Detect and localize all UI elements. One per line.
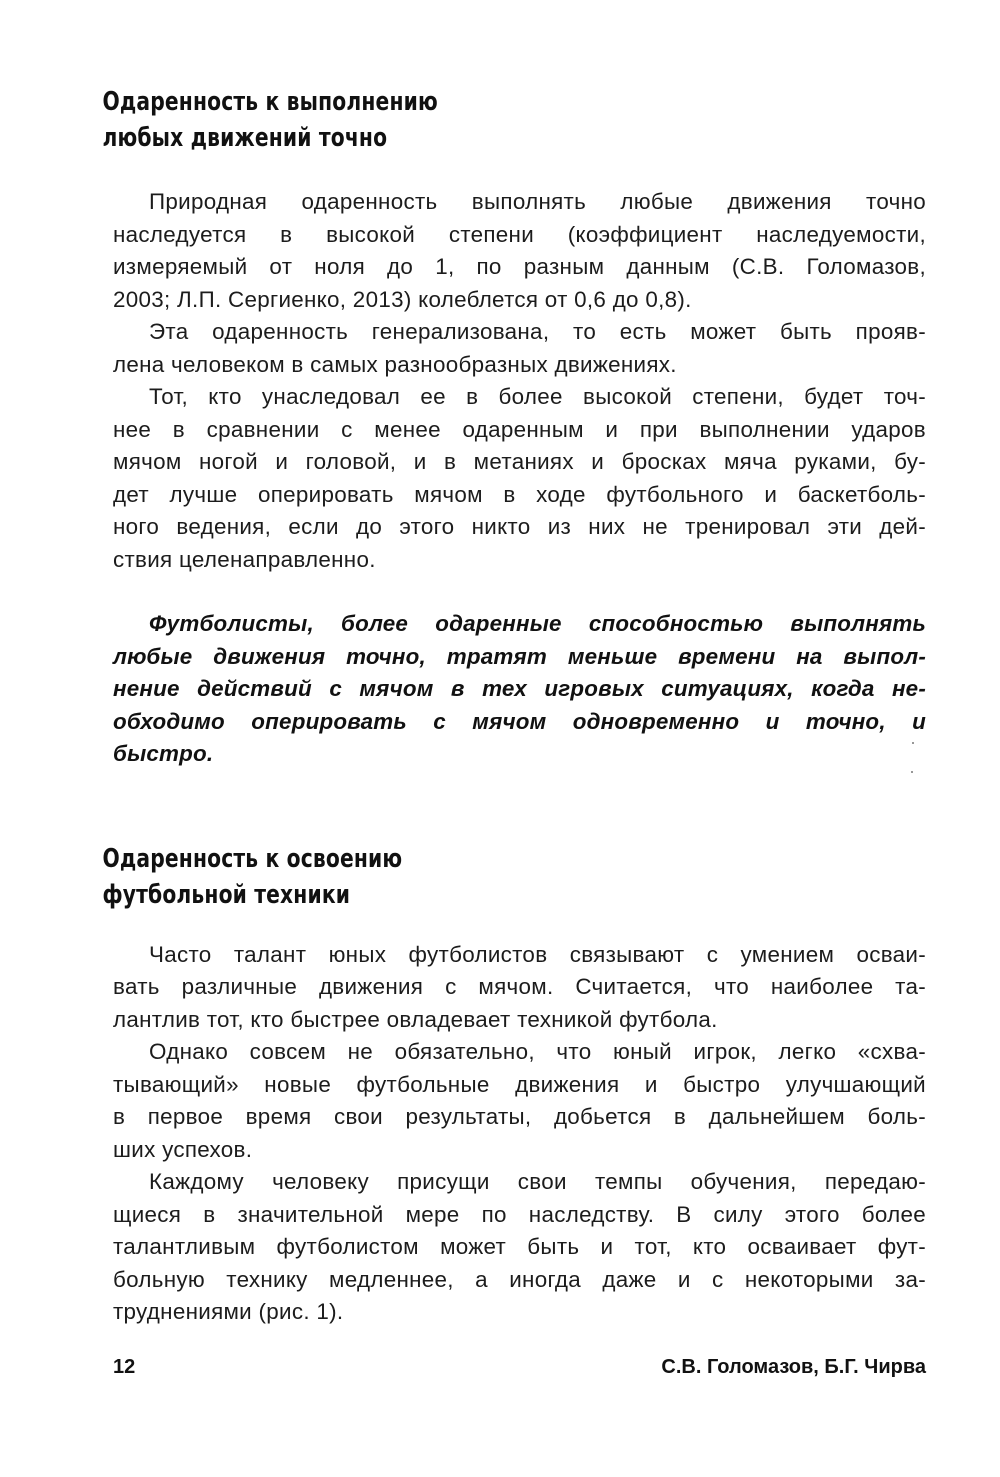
emphasis-line: любые движения точно, тратят меньше времени на выпол- — [113, 643, 926, 669]
scan-speck — [912, 742, 914, 744]
text-line: нее в сравнении с менее одаренным и при выполнении ударов — [113, 416, 926, 442]
footer-authors: С.В. Голомазов, Б.Г. Чирва — [661, 1356, 926, 1378]
text-line: Природная одаренность выполнять любые движения точно — [149, 189, 926, 214]
emphasis-line: Футболисты, более одаренные способностью выполнять — [149, 611, 926, 636]
text-line: больную технику медленнее, а иногда даже и с некоторыми за- — [113, 1266, 926, 1292]
text-line: ствия целенаправленно. — [113, 546, 376, 572]
heading-line: Одаренность к выполнению — [102, 87, 438, 117]
paragraph — [113, 939, 926, 1037]
emphasis-line: обходимо оперировать с мячом одновременно и точно, и — [113, 708, 926, 734]
scan-speck — [911, 771, 913, 773]
text-line: талантливым футболистом может быть и тот, кто осваивает фут- — [113, 1234, 926, 1259]
heading-line: Одаренность к освоению — [102, 843, 403, 874]
heading-line: любых движений точно — [102, 123, 388, 153]
text-line: Часто талант юных футболистов связывают с умением осваи- — [149, 941, 926, 967]
text-line: в первое время свои результаты, добьется в дальнейшем боль- — [113, 1104, 926, 1129]
text-line: мячом ногой и головой, и в метаниях и бросках мяча руками, бу- — [113, 449, 926, 474]
paragraph — [113, 1166, 926, 1329]
heading-line: футбольной техники — [102, 879, 351, 910]
emphasis-paragraph — [113, 608, 926, 771]
page-number: 12 — [113, 1356, 136, 1378]
text-line: Каждому человеку присущи свои темпы обучения, передаю- — [149, 1169, 926, 1194]
emphasis-line: быстро. — [113, 741, 214, 766]
text-line: труднениями (рис. 1). — [113, 1299, 344, 1324]
text-line: ного ведения, если до этого никто из них не тренировал эти дей- — [113, 514, 926, 539]
emphasis-line: нение действий с мячом в тех игровых ситуациях, когда не- — [113, 676, 926, 701]
paragraph — [113, 1036, 926, 1166]
text-line: дет лучше оперировать мячом в ходе футбольного и баскетболь- — [113, 481, 926, 507]
section-1-heading — [65, 84, 858, 156]
text-line: лантлив тот, кто быстрее овладевает техникой футбола. — [113, 1006, 718, 1032]
text-line: Однако совсем не обязательно, что юный игрок, легко «схва- — [149, 1039, 926, 1064]
text-line: Эта одаренность генерализована, то есть может быть прояв- — [149, 319, 926, 344]
text-line: 2003; Л.П. Сергиенко, 2013) колеблется от 0,6 до 0,8). — [113, 286, 692, 312]
text-line: тывающий» новые футбольные движения и быстро улучшающий — [113, 1071, 926, 1097]
text-line: Тот, кто унаследовал ее в более высокой степени, будет точ- — [149, 384, 926, 409]
section-2-heading — [65, 841, 858, 913]
paragraph — [113, 186, 926, 316]
text-line: наследуется в высокой степени (коэффициент наследуемости, — [113, 221, 926, 247]
text-line: лена человеком в самых разнообразных движениях. — [113, 351, 677, 377]
text-line: вать различные движения с мячом. Считается, что наиболее та- — [113, 974, 926, 999]
paragraph — [113, 381, 926, 576]
text-line: ших успехов. — [113, 1136, 253, 1162]
paragraph — [113, 316, 926, 381]
page-content — [102, 84, 926, 1329]
text-line: щиеся в значительной мере по наследству. В силу этого более — [113, 1201, 926, 1227]
text-line: измеряемый от ноля до 1, по разным данным (С.В. Голомазов, — [113, 254, 926, 279]
